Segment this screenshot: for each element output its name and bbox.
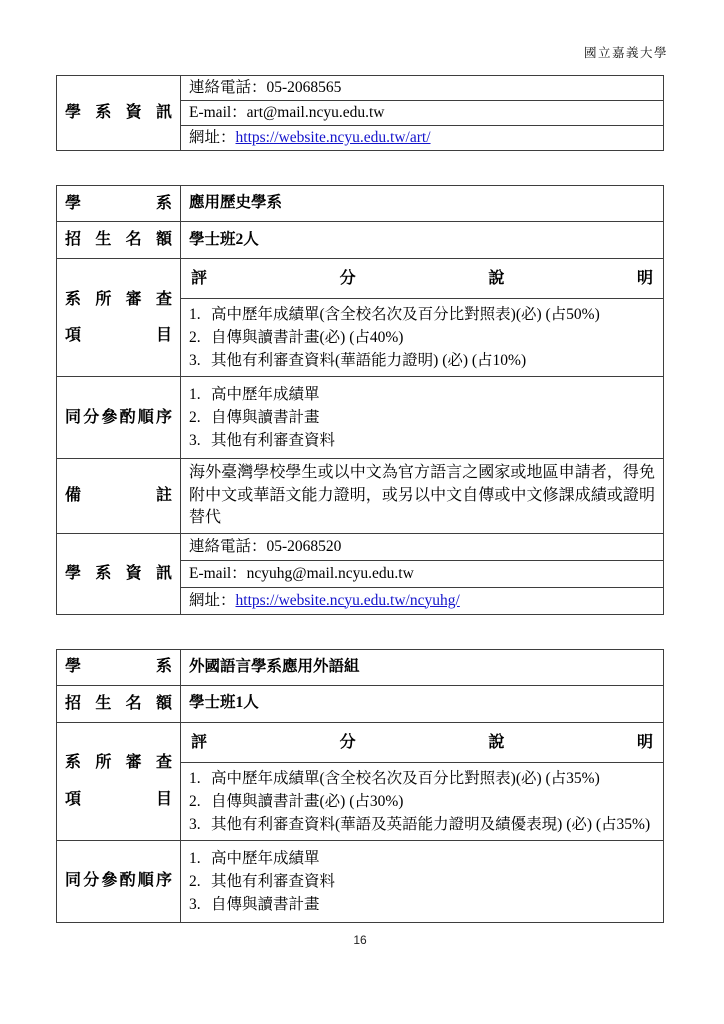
review-items-label [57,259,181,377]
item-text: 其他有利審查資料 [211,432,336,449]
website-link[interactable]: https://website.ncyu.edu.tw/art/ [235,128,431,146]
review-item [189,349,655,372]
table-row [57,259,664,377]
table-row [57,459,664,534]
quota-label: 招 生 名 額 [57,685,181,722]
tiebreak-item [189,383,655,406]
scoring-header: 評 分 說 明 [181,723,663,763]
review-label-line1: 系 所 審 查 [65,290,172,308]
item-text: 自傳與讀書計畫 [211,409,320,426]
review-label-line2: 項 目 [65,790,172,808]
page-content [56,0,664,923]
review-item-list [181,763,663,840]
item-number: 1. [189,306,201,323]
website-link[interactable]: https://website.ncyu.edu.tw/ncyuhg/ [235,591,460,609]
tiebreak-cell [181,840,664,922]
tiebreak-item [189,893,655,916]
phone-cell: 連絡電話：05-2068565 [181,76,664,101]
item-number: 3. [189,352,201,369]
website-label: 網址： [189,591,236,609]
review-item-list [181,299,663,376]
email-cell: E-mail：ncyuhg@mail.ncyu.edu.tw [181,560,663,587]
review-item [189,813,655,836]
dept-name: 外國語言學系應用外語組 [181,649,664,685]
tiebreak-item [189,847,655,870]
table-row [57,222,664,259]
tiebreak-item-list [181,377,663,458]
dept-info-table-top [56,75,664,151]
website-cell [181,587,663,614]
university-name-header: 國立嘉義大學 [583,46,668,60]
page-number: 16 [353,933,367,947]
item-text: 自傳與讀書計畫(必) (占30%) [211,792,404,810]
item-number: 3. [189,815,201,833]
item-number: 1. [189,769,201,787]
review-items-cell [181,722,664,840]
item-text: 高中歷年成績單 [211,386,320,403]
review-item [189,767,655,790]
phone-cell: 連絡電話：05-2068520 [189,537,342,555]
tiebreak-item [189,429,655,452]
review-items-label [57,722,181,840]
table-row [57,186,664,222]
dept-name: 應用歷史學系 [181,186,664,222]
item-number: 2. [189,792,201,810]
item-text: 其他有利審查資料(華語能力證明) (必) (占10%) [211,352,527,369]
table-row [57,377,664,459]
review-items-cell [181,259,664,377]
quota-value: 學士班1人 [181,685,664,722]
table-row [57,76,664,101]
item-number: 2. [189,329,201,346]
tiebreak-item [189,870,655,893]
item-text: 自傳與讀書計畫(必) (占40%) [211,329,404,346]
email-cell: E-mail：art@mail.ncyu.edu.tw [181,101,664,126]
review-item [189,303,655,326]
review-item [189,326,655,349]
dept-info-cell [181,533,664,614]
table-row [57,685,664,722]
review-label-line1: 系 所 審 查 [65,754,172,772]
tiebreak-item [189,406,655,429]
quota-label: 招 生 名 額 [57,222,181,259]
tiebreak-item-list [181,841,663,922]
tiebreak-label: 同分參酌順序 [57,377,181,459]
item-text: 自傳與讀書計畫 [211,895,320,913]
table-row [57,722,664,840]
item-text: 其他有利審查資料(華語及英語能力證明及績優表現) (必) (占35%) [211,815,651,833]
review-item [189,790,655,813]
table-row [57,840,664,922]
item-number: 3. [189,895,201,913]
item-text: 高中歷年成績單(含全校名次及百分比對照表)(必) (占50%) [211,306,600,323]
item-number: 2. [189,409,201,426]
table-row [57,533,664,614]
tiebreak-label: 同分參酌順序 [57,840,181,922]
website-label: 網址： [189,128,236,146]
scoring-header: 評 分 說 明 [181,259,663,299]
dept2-table [56,649,664,923]
item-text: 其他有利審查資料 [211,872,336,890]
note-label: 備 註 [57,459,181,534]
dept-label: 學 系 [57,186,181,222]
tiebreak-cell [181,377,664,459]
review-items-label-lines [65,288,172,347]
item-text: 高中歷年成績單(含全校名次及百分比對照表)(必) (占35%) [211,769,600,787]
review-items-label-lines [65,751,172,810]
item-text: 高中歷年成績單 [211,849,320,867]
dept1-table [56,185,664,615]
dept-label: 學 系 [57,649,181,685]
review-label-line2: 項 目 [65,327,172,344]
item-number: 3. [189,432,201,449]
table-row [57,649,664,685]
website-cell [181,126,664,151]
note-text: 海外臺灣學校學生或以中文為官方語言之國家或地區申請者，得免附中文或華語文能力證明，或另以中文自傳或中文修課成績或證明替代 [181,459,664,534]
quota-value: 學士班2人 [181,222,664,259]
item-number: 1. [189,386,201,403]
item-number: 1. [189,849,201,867]
item-number: 2. [189,872,201,890]
dept-info-label: 學 系 資 訊 [57,533,181,614]
dept-info-label: 學 系 資 訊 [57,76,181,151]
